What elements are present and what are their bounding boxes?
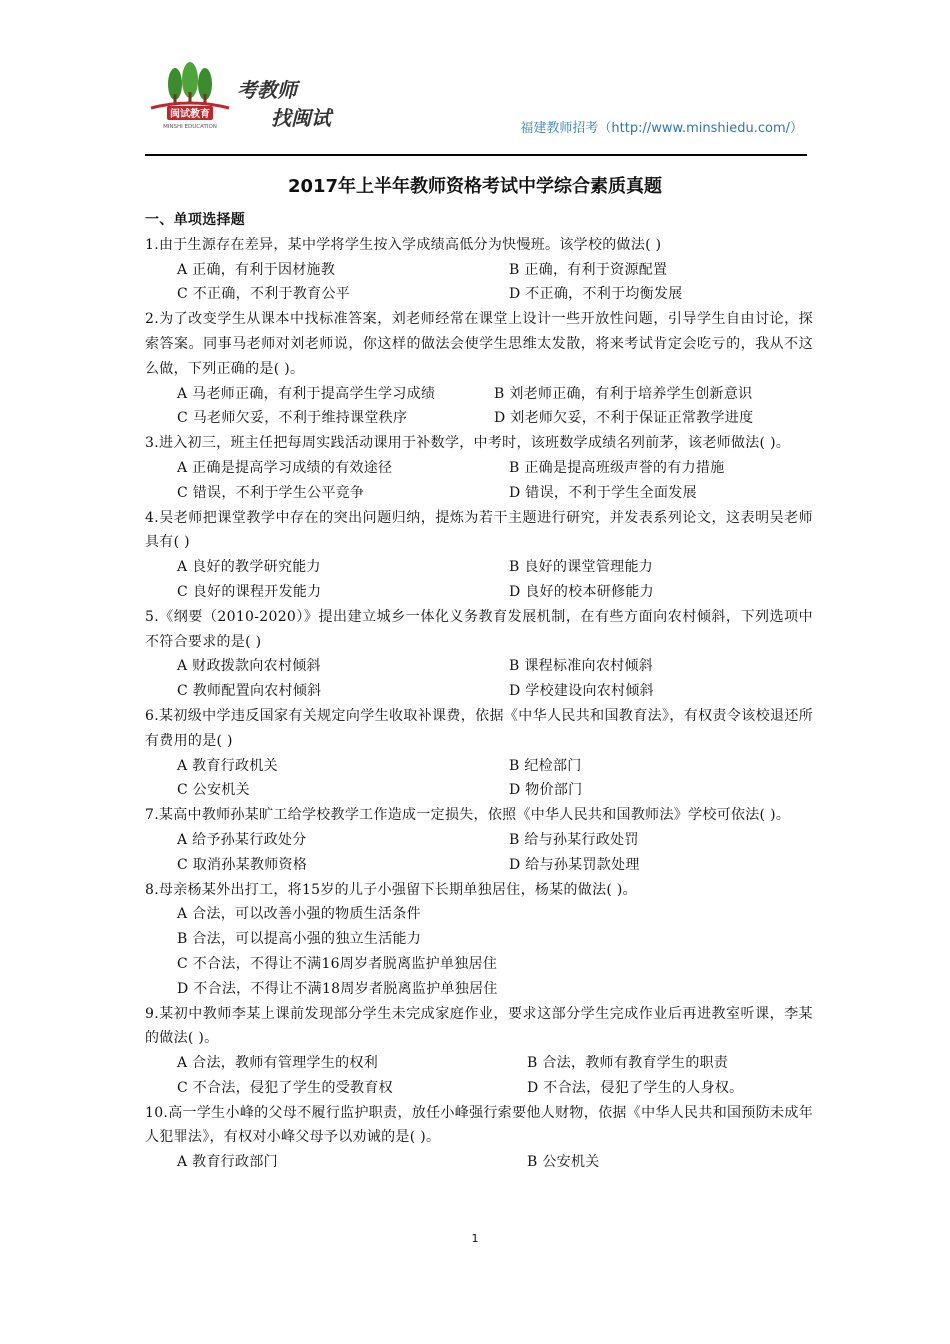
- slogan-line-1: 考教师: [237, 78, 297, 102]
- option: C 不合法，不得让不满16周岁者脱离监护单独居住: [177, 955, 498, 972]
- option: C 教师配置向农村倾斜: [177, 683, 322, 700]
- option: D 物价部门: [509, 782, 583, 799]
- question-stem: 6.某初级中学违反国家有关规定向学生收取补课费，依据《中华人民共和国教育法》，有权责令该校退还所有费用的是( ): [145, 707, 813, 749]
- question-stem: 4.吴老师把课堂教学中存在的突出问题归纳，提炼为若干主题进行研究，并发表系列论文，这表明吴老师具有( ): [145, 509, 813, 551]
- header-divider: [145, 154, 807, 156]
- slogan-line-2: 找闽试: [271, 106, 331, 130]
- option-group: [145, 555, 813, 605]
- option: A 合法，可以改善小强的物质生活条件: [177, 906, 421, 923]
- option: B 公安机关: [527, 1154, 600, 1171]
- slogan: [237, 76, 331, 132]
- option: C 不合法，侵犯了学生的受教育权: [177, 1079, 393, 1096]
- page-header: [145, 62, 807, 154]
- option: A 财政拨款向农村倾斜: [177, 658, 321, 675]
- logo-subtext: MINSHI EDUCATION: [163, 124, 217, 130]
- option: A 合法，教师有管理学生的权利: [177, 1055, 379, 1072]
- option-group: [145, 1051, 813, 1101]
- option-group: [145, 902, 813, 1001]
- option: B 给与孙某行政处罚: [509, 831, 639, 848]
- option: B 课程标准向农村倾斜: [509, 658, 654, 675]
- document-title: 2017年上半年教师资格考试中学综合素质真题: [287, 176, 663, 197]
- document-body: [145, 208, 813, 1175]
- site-link[interactable]: 福建教师招考（http://www.minshiedu.com/）: [520, 121, 803, 136]
- option: C 错误，不利于学生公平竞争: [177, 484, 365, 501]
- question-stem: 3.进入初三，班主任把每周实践活动课用于补数学，中考时，该班数学成绩名列前茅，该老师做法( )。: [145, 435, 791, 452]
- logo-text: 闽试教育: [170, 109, 210, 120]
- option: A 正确是提高学习成绩的有效途径: [177, 459, 393, 476]
- option-group: [145, 456, 813, 506]
- question-stem: 1.由于生源存在差异，某中学将学生按入学成绩高低分为快慢班。该学校的做法( ): [145, 236, 662, 253]
- option: A 马老师正确，有利于提高学生学习成绩: [177, 385, 436, 402]
- option: D 给与孙某罚款处理: [509, 856, 640, 873]
- option: A 教育行政机关: [177, 757, 278, 774]
- option: B 纪检部门: [509, 757, 582, 774]
- option-group: [145, 754, 813, 804]
- option: D 不合法，不得让不满18周岁者脱离监护单独居住: [177, 980, 498, 997]
- question-stem: 7.某高中教师孙某旷工给学校教学工作造成一定损失，依照《中华人民共和国教师法》学校可依法( )。: [145, 807, 791, 824]
- option: C 良好的课程开发能力: [177, 583, 322, 600]
- page-number: 1: [471, 1232, 479, 1245]
- option: D 不合法，侵犯了学生的人身权。: [527, 1079, 744, 1096]
- option-group: [145, 382, 813, 432]
- option: C 取消孙某教师资格: [177, 856, 308, 873]
- option: A 良好的教学研究能力: [177, 559, 321, 576]
- option: D 不正确，不利于均衡发展: [509, 286, 683, 303]
- option: D 刘老师欠妥，不利于保证正常教学进度: [494, 410, 754, 427]
- option: C 马老师欠妥，不利于维持课堂秩序: [177, 410, 408, 427]
- option: B 合法，可以提高小强的独立生活能力: [177, 931, 422, 948]
- question-stem: 8.母亲杨某外出打工，将15岁的儿子小强留下长期单独居住，杨某的做法( )。: [145, 881, 637, 898]
- option: B 正确是提高班级声誉的有力措施: [509, 459, 725, 476]
- minshi-logo: [145, 62, 235, 132]
- question-stem: 5.《纲要（2010-2020）》提出建立城乡一体化义务教育发展机制，在有些方面向农村倾斜，下列选项中不符合要求的是( ): [145, 608, 813, 650]
- section-heading: 一、单项选择题: [145, 212, 246, 228]
- option-group: [145, 1150, 813, 1175]
- option-group: [145, 828, 813, 878]
- option: A 正确，有利于因材施教: [177, 261, 336, 278]
- option: A 教育行政部门: [177, 1154, 278, 1171]
- option: C 不正确，不利于教育公平: [177, 286, 351, 303]
- option: B 良好的课堂管理能力: [509, 559, 654, 576]
- option: A 给予孙某行政处分: [177, 831, 307, 848]
- option: D 错误，不利于学生全面发展: [509, 484, 697, 501]
- option-group: [145, 258, 813, 308]
- question-stem: 2.为了改变学生从课本中找标准答案，刘老师经常在课堂上设计一些开放性问题，引导学生自由讨论，探索答案。同事马老师对刘老师说，你这样的做法会使学生思维太发散，将来考试肯定会吃亏的，我从不这么做，下列正确的是( )。: [145, 311, 813, 377]
- option-group: [145, 654, 813, 704]
- option: D 学校建设向农村倾斜: [509, 683, 654, 700]
- option: B 刘老师正确，有利于培养学生创新意识: [494, 385, 753, 402]
- option: D 良好的校本研修能力: [509, 583, 654, 600]
- question-stem: 10.高一学生小峰的父母不履行监护职责，放任小峰强行索要他人财物，依据《中华人民共和国预防未成年人犯罪法》，有权对小峰父母予以劝诫的是( )。: [145, 1104, 813, 1146]
- question-stem: 9.某初中教师李某上课前发现部分学生未完成家庭作业，要求这部分学生完成作业后再进教室听课，李某的做法( )。: [145, 1005, 813, 1047]
- option: B 正确，有利于资源配置: [509, 261, 668, 278]
- tree-icon: [168, 62, 212, 104]
- option: B 合法，教师有教育学生的职责: [527, 1055, 729, 1072]
- option: C 公安机关: [177, 782, 250, 799]
